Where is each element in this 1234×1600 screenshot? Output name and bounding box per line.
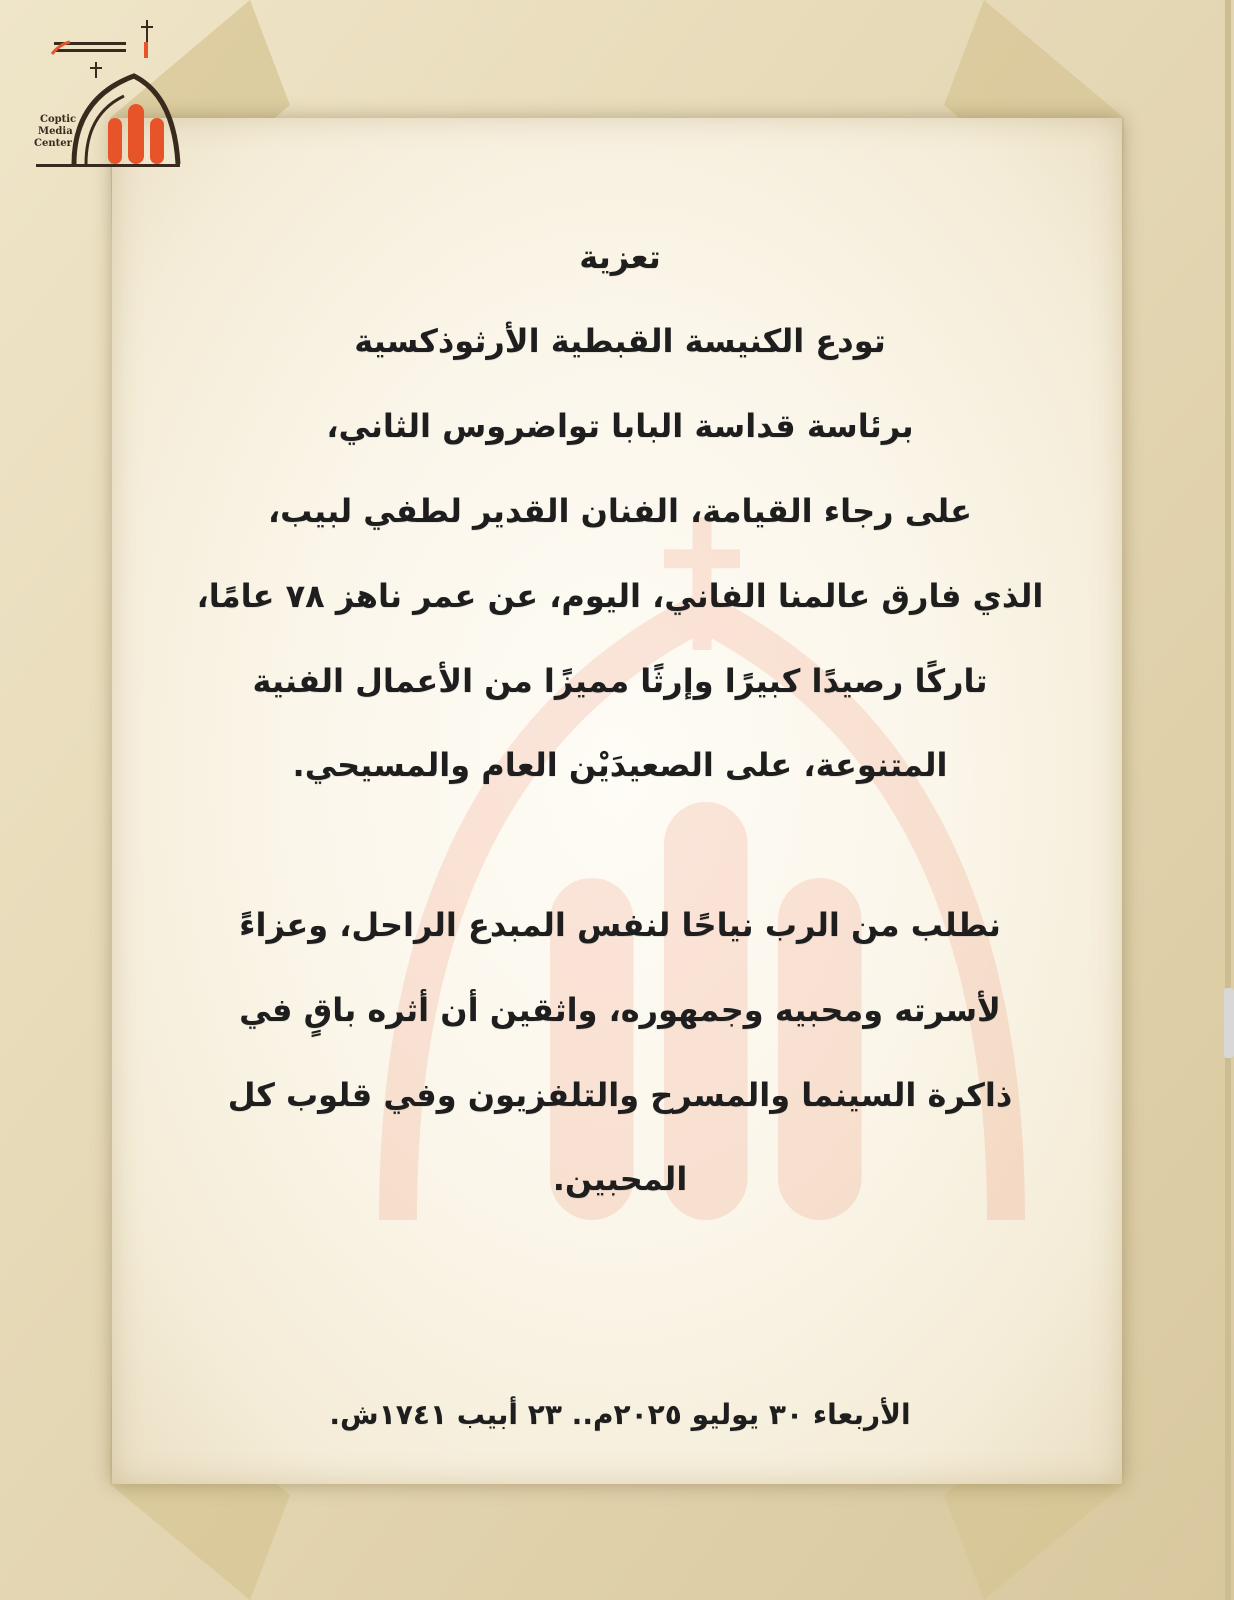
logo-line: Center <box>34 138 72 149</box>
document-line: ذاكرة السينما والمسرح والتلفزيون وفي قلوب كل <box>227 1076 1013 1114</box>
document-line: على رجاء القيامة، الفنان القدير لطفي لبيب، <box>267 492 973 530</box>
scrollbar-thumb[interactable] <box>1224 988 1234 1058</box>
logo-line: Media <box>38 126 73 137</box>
document-date: الأربعاء ٣٠ يوليو ٢٠٢٥م.. ٢٣ أبيب ١٧٤١ش. <box>329 1398 911 1431</box>
document-line: المحبين. <box>552 1160 688 1198</box>
document-title: تعزية <box>579 238 661 276</box>
condolence-text <box>140 0 1100 1600</box>
logo-wordmark <box>34 114 76 150</box>
logo-line: Coptic <box>40 114 77 125</box>
document-line: تاركًا رصيدًا كبيرًا وإرثًا مميزًا من الأعمال الفنية <box>252 662 988 700</box>
document-line: لأسرته ومحبيه وجمهوره، واثقين أن أثره باقٍ في <box>239 991 1001 1029</box>
document-line: نطلب من الرب نياحًا لنفس المبدع الراحل، وعزاءً <box>239 906 1001 944</box>
document-line: المتنوعة، على الصعيدَيْن العام والمسيحي. <box>292 746 948 784</box>
document-line: تودع الكنيسة القبطية الأرثوذكسية <box>354 322 886 360</box>
document-line: برئاسة قداسة البابا تواضروس الثاني، <box>326 407 914 445</box>
document-line: الذي فارق عالمنا الفاني، اليوم، عن عمر ناهز ٧٨ عامًا، <box>196 577 1044 615</box>
